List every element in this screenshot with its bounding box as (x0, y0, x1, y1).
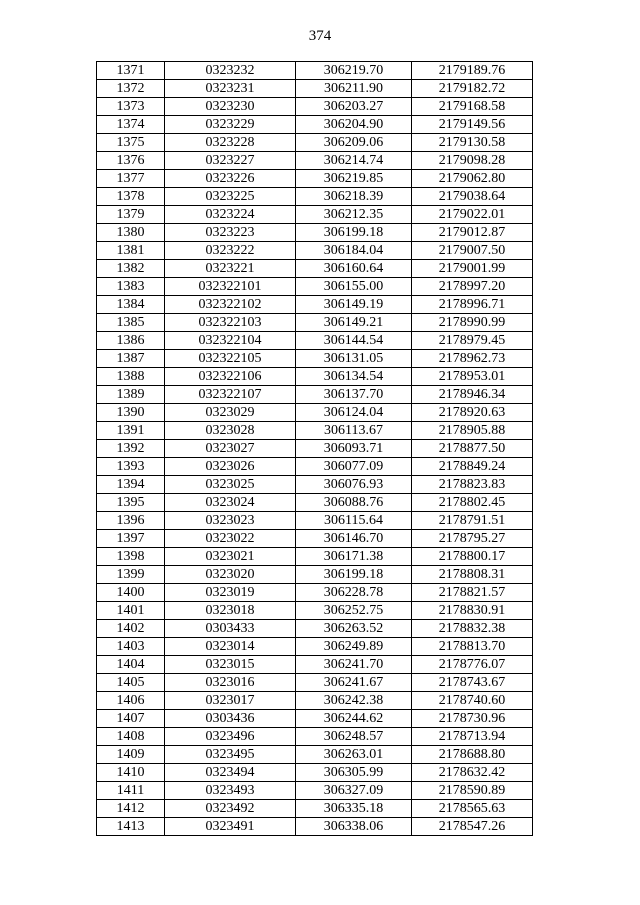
x-coordinate-cell: 306115.64 (296, 512, 412, 530)
y-coordinate-cell: 2178808.31 (412, 566, 533, 584)
point-id-cell: 0323221 (165, 260, 296, 278)
table-body (97, 62, 533, 836)
table-row (97, 242, 533, 260)
row-number-cell: 1407 (97, 710, 165, 728)
point-id-cell: 0323225 (165, 188, 296, 206)
row-number-cell: 1396 (97, 512, 165, 530)
table-row (97, 512, 533, 530)
row-number-cell: 1374 (97, 116, 165, 134)
x-coordinate-cell: 306171.38 (296, 548, 412, 566)
row-number-cell: 1394 (97, 476, 165, 494)
point-id-cell: 0323227 (165, 152, 296, 170)
point-id-cell: 0303436 (165, 710, 296, 728)
table-row (97, 188, 533, 206)
point-id-cell: 032322104 (165, 332, 296, 350)
x-coordinate-cell: 306252.75 (296, 602, 412, 620)
y-coordinate-cell: 2178905.88 (412, 422, 533, 440)
table-row (97, 782, 533, 800)
table-row (97, 620, 533, 638)
x-coordinate-cell: 306144.54 (296, 332, 412, 350)
table-row (97, 296, 533, 314)
y-coordinate-cell: 2179149.56 (412, 116, 533, 134)
table-row (97, 440, 533, 458)
row-number-cell: 1388 (97, 368, 165, 386)
table-row (97, 692, 533, 710)
y-coordinate-cell: 2178632.42 (412, 764, 533, 782)
table-row (97, 674, 533, 692)
row-number-cell: 1411 (97, 782, 165, 800)
row-number-cell: 1413 (97, 818, 165, 836)
y-coordinate-cell: 2178823.83 (412, 476, 533, 494)
point-id-cell: 0323022 (165, 530, 296, 548)
table-row (97, 332, 533, 350)
table-row (97, 404, 533, 422)
row-number-cell: 1399 (97, 566, 165, 584)
row-number-cell: 1376 (97, 152, 165, 170)
point-id-cell: 032322102 (165, 296, 296, 314)
x-coordinate-cell: 306211.90 (296, 80, 412, 98)
row-number-cell: 1410 (97, 764, 165, 782)
x-coordinate-cell: 306113.67 (296, 422, 412, 440)
row-number-cell: 1387 (97, 350, 165, 368)
point-id-cell: 032322107 (165, 386, 296, 404)
table-row (97, 656, 533, 674)
row-number-cell: 1373 (97, 98, 165, 116)
point-id-cell: 0323495 (165, 746, 296, 764)
row-number-cell: 1406 (97, 692, 165, 710)
table-row (97, 422, 533, 440)
row-number-cell: 1372 (97, 80, 165, 98)
y-coordinate-cell: 2178849.24 (412, 458, 533, 476)
y-coordinate-cell: 2178776.07 (412, 656, 533, 674)
x-coordinate-cell: 306199.18 (296, 566, 412, 584)
point-id-cell: 0323228 (165, 134, 296, 152)
x-coordinate-cell: 306093.71 (296, 440, 412, 458)
x-coordinate-cell: 306338.06 (296, 818, 412, 836)
y-coordinate-cell: 2179012.87 (412, 224, 533, 242)
table-row (97, 80, 533, 98)
x-coordinate-cell: 306242.38 (296, 692, 412, 710)
point-id-cell: 0323230 (165, 98, 296, 116)
row-number-cell: 1408 (97, 728, 165, 746)
y-coordinate-cell: 2179098.28 (412, 152, 533, 170)
y-coordinate-cell: 2178590.89 (412, 782, 533, 800)
y-coordinate-cell: 2178821.57 (412, 584, 533, 602)
x-coordinate-cell: 306203.27 (296, 98, 412, 116)
point-id-cell: 0323493 (165, 782, 296, 800)
y-coordinate-cell: 2179038.64 (412, 188, 533, 206)
x-coordinate-cell: 306076.93 (296, 476, 412, 494)
row-number-cell: 1393 (97, 458, 165, 476)
row-number-cell: 1378 (97, 188, 165, 206)
y-coordinate-cell: 2178688.80 (412, 746, 533, 764)
x-coordinate-cell: 306219.70 (296, 62, 412, 80)
row-number-cell: 1385 (97, 314, 165, 332)
row-number-cell: 1382 (97, 260, 165, 278)
row-number-cell: 1395 (97, 494, 165, 512)
row-number-cell: 1398 (97, 548, 165, 566)
row-number-cell: 1400 (97, 584, 165, 602)
x-coordinate-cell: 306249.89 (296, 638, 412, 656)
point-id-cell: 0323492 (165, 800, 296, 818)
y-coordinate-cell: 2178830.91 (412, 602, 533, 620)
y-coordinate-cell: 2178740.60 (412, 692, 533, 710)
y-coordinate-cell: 2178946.34 (412, 386, 533, 404)
x-coordinate-cell: 306219.85 (296, 170, 412, 188)
point-id-cell: 0323027 (165, 440, 296, 458)
point-id-cell: 0323016 (165, 674, 296, 692)
table-row (97, 98, 533, 116)
table-row (97, 800, 533, 818)
table-row (97, 170, 533, 188)
x-coordinate-cell: 306212.35 (296, 206, 412, 224)
x-coordinate-cell: 306305.99 (296, 764, 412, 782)
table-row (97, 152, 533, 170)
y-coordinate-cell: 2178802.45 (412, 494, 533, 512)
x-coordinate-cell: 306077.09 (296, 458, 412, 476)
y-coordinate-cell: 2178800.17 (412, 548, 533, 566)
point-id-cell: 0323224 (165, 206, 296, 224)
x-coordinate-cell: 306149.21 (296, 314, 412, 332)
point-id-cell: 0323018 (165, 602, 296, 620)
point-id-cell: 0303433 (165, 620, 296, 638)
row-number-cell: 1391 (97, 422, 165, 440)
table-row (97, 386, 533, 404)
point-id-cell: 032322103 (165, 314, 296, 332)
point-id-cell: 032322101 (165, 278, 296, 296)
x-coordinate-cell: 306228.78 (296, 584, 412, 602)
table-row (97, 260, 533, 278)
x-coordinate-cell: 306241.67 (296, 674, 412, 692)
y-coordinate-cell: 2178795.27 (412, 530, 533, 548)
point-id-cell: 0323028 (165, 422, 296, 440)
point-id-cell: 0323024 (165, 494, 296, 512)
y-coordinate-cell: 2178996.71 (412, 296, 533, 314)
row-number-cell: 1389 (97, 386, 165, 404)
point-id-cell: 0323496 (165, 728, 296, 746)
table-row (97, 818, 533, 836)
row-number-cell: 1386 (97, 332, 165, 350)
x-coordinate-cell: 306204.90 (296, 116, 412, 134)
table-row (97, 224, 533, 242)
table-row (97, 530, 533, 548)
point-id-cell: 0323229 (165, 116, 296, 134)
y-coordinate-cell: 2179182.72 (412, 80, 533, 98)
y-coordinate-cell: 2179189.76 (412, 62, 533, 80)
point-id-cell: 0323017 (165, 692, 296, 710)
point-id-cell: 0323491 (165, 818, 296, 836)
y-coordinate-cell: 2179007.50 (412, 242, 533, 260)
point-id-cell: 032322105 (165, 350, 296, 368)
x-coordinate-cell: 306214.74 (296, 152, 412, 170)
table-row (97, 368, 533, 386)
y-coordinate-cell: 2179130.58 (412, 134, 533, 152)
table-row (97, 746, 533, 764)
x-coordinate-cell: 306160.64 (296, 260, 412, 278)
table-row (97, 278, 533, 296)
point-id-cell: 0323023 (165, 512, 296, 530)
row-number-cell: 1403 (97, 638, 165, 656)
table-row (97, 62, 533, 80)
y-coordinate-cell: 2178962.73 (412, 350, 533, 368)
y-coordinate-cell: 2178979.45 (412, 332, 533, 350)
x-coordinate-cell: 306137.70 (296, 386, 412, 404)
coordinates-table (96, 61, 533, 836)
table-row (97, 566, 533, 584)
x-coordinate-cell: 306155.00 (296, 278, 412, 296)
x-coordinate-cell: 306146.70 (296, 530, 412, 548)
row-number-cell: 1405 (97, 674, 165, 692)
point-id-cell: 0323025 (165, 476, 296, 494)
point-id-cell: 032322106 (165, 368, 296, 386)
table-row (97, 476, 533, 494)
table-row (97, 458, 533, 476)
x-coordinate-cell: 306263.52 (296, 620, 412, 638)
table-row (97, 314, 533, 332)
table-row (97, 116, 533, 134)
row-number-cell: 1402 (97, 620, 165, 638)
table-row (97, 494, 533, 512)
row-number-cell: 1383 (97, 278, 165, 296)
page-number: 374 (308, 28, 332, 44)
x-coordinate-cell: 306248.57 (296, 728, 412, 746)
table-row (97, 710, 533, 728)
table-row (97, 206, 533, 224)
y-coordinate-cell: 2179062.80 (412, 170, 533, 188)
point-id-cell: 0323026 (165, 458, 296, 476)
table-row (97, 764, 533, 782)
y-coordinate-cell: 2178953.01 (412, 368, 533, 386)
row-number-cell: 1390 (97, 404, 165, 422)
row-number-cell: 1412 (97, 800, 165, 818)
x-coordinate-cell: 306244.62 (296, 710, 412, 728)
point-id-cell: 0323029 (165, 404, 296, 422)
row-number-cell: 1401 (97, 602, 165, 620)
y-coordinate-cell: 2178877.50 (412, 440, 533, 458)
table-row (97, 638, 533, 656)
table-row (97, 728, 533, 746)
y-coordinate-cell: 2178990.99 (412, 314, 533, 332)
table-row (97, 602, 533, 620)
x-coordinate-cell: 306335.18 (296, 800, 412, 818)
table-row (97, 584, 533, 602)
x-coordinate-cell: 306209.06 (296, 134, 412, 152)
y-coordinate-cell: 2179001.99 (412, 260, 533, 278)
point-id-cell: 0323494 (165, 764, 296, 782)
x-coordinate-cell: 306327.09 (296, 782, 412, 800)
y-coordinate-cell: 2178997.20 (412, 278, 533, 296)
row-number-cell: 1404 (97, 656, 165, 674)
row-number-cell: 1384 (97, 296, 165, 314)
point-id-cell: 0323231 (165, 80, 296, 98)
row-number-cell: 1377 (97, 170, 165, 188)
y-coordinate-cell: 2178730.96 (412, 710, 533, 728)
x-coordinate-cell: 306218.39 (296, 188, 412, 206)
y-coordinate-cell: 2179168.58 (412, 98, 533, 116)
y-coordinate-cell: 2178565.63 (412, 800, 533, 818)
x-coordinate-cell: 306184.04 (296, 242, 412, 260)
point-id-cell: 0323020 (165, 566, 296, 584)
y-coordinate-cell: 2178920.63 (412, 404, 533, 422)
point-id-cell: 0323015 (165, 656, 296, 674)
row-number-cell: 1379 (97, 206, 165, 224)
y-coordinate-cell: 2178813.70 (412, 638, 533, 656)
x-coordinate-cell: 306241.70 (296, 656, 412, 674)
row-number-cell: 1409 (97, 746, 165, 764)
table-row (97, 134, 533, 152)
point-id-cell: 0323019 (165, 584, 296, 602)
y-coordinate-cell: 2178713.94 (412, 728, 533, 746)
x-coordinate-cell: 306263.01 (296, 746, 412, 764)
y-coordinate-cell: 2178547.26 (412, 818, 533, 836)
point-id-cell: 0323223 (165, 224, 296, 242)
row-number-cell: 1371 (97, 62, 165, 80)
y-coordinate-cell: 2179022.01 (412, 206, 533, 224)
row-number-cell: 1397 (97, 530, 165, 548)
point-id-cell: 0323232 (165, 62, 296, 80)
point-id-cell: 0323021 (165, 548, 296, 566)
y-coordinate-cell: 2178832.38 (412, 620, 533, 638)
x-coordinate-cell: 306149.19 (296, 296, 412, 314)
y-coordinate-cell: 2178743.67 (412, 674, 533, 692)
row-number-cell: 1381 (97, 242, 165, 260)
point-id-cell: 0323226 (165, 170, 296, 188)
y-coordinate-cell: 2178791.51 (412, 512, 533, 530)
x-coordinate-cell: 306124.04 (296, 404, 412, 422)
row-number-cell: 1380 (97, 224, 165, 242)
x-coordinate-cell: 306199.18 (296, 224, 412, 242)
row-number-cell: 1392 (97, 440, 165, 458)
point-id-cell: 0323222 (165, 242, 296, 260)
row-number-cell: 1375 (97, 134, 165, 152)
table-row (97, 548, 533, 566)
x-coordinate-cell: 306131.05 (296, 350, 412, 368)
point-id-cell: 0323014 (165, 638, 296, 656)
table-row (97, 350, 533, 368)
x-coordinate-cell: 306134.54 (296, 368, 412, 386)
x-coordinate-cell: 306088.76 (296, 494, 412, 512)
